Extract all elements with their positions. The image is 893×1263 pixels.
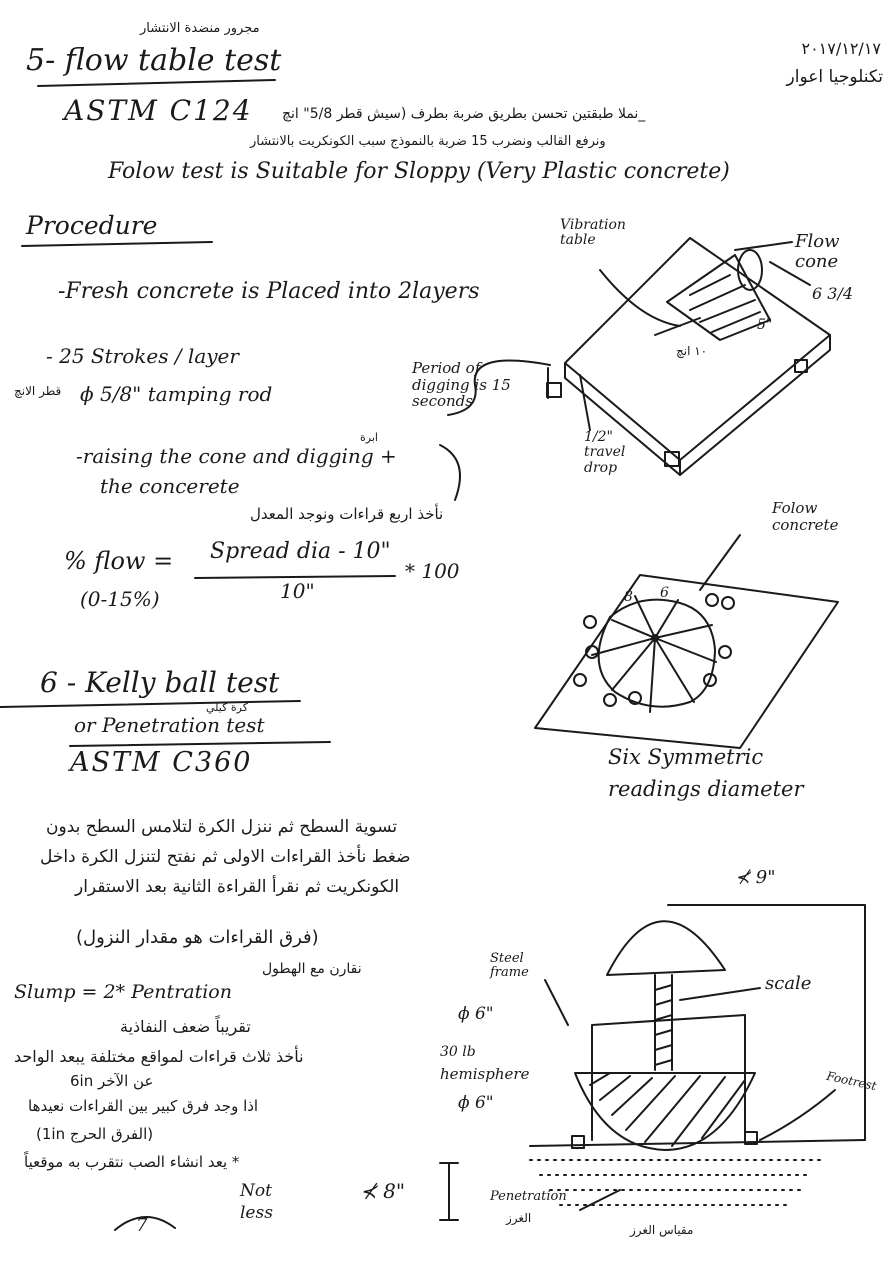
kelly-standard: ASTM C360 bbox=[70, 747, 253, 778]
kelly-arabic-approx: تقريباً ضعف النفاذية bbox=[120, 1017, 251, 1036]
formula-denominator: 10" bbox=[280, 579, 315, 603]
flow-title: 5- flow table test bbox=[26, 43, 282, 78]
header-date: ٢٠١٧/١٢/١٧ bbox=[801, 39, 881, 58]
spread-diagram bbox=[535, 575, 838, 748]
kelly-arabic-from: عن الآخر 6in bbox=[70, 1072, 154, 1090]
arabic-readings: نأخذ اربع قراءات ونوجد المعدل bbox=[250, 505, 444, 523]
angle-label: ⊀ 9" bbox=[735, 867, 776, 888]
reading-number-8: 8 bbox=[624, 589, 633, 605]
scale-label: scale bbox=[765, 973, 812, 994]
flow-title-underline bbox=[38, 80, 275, 86]
kelly-arabic-critical: (الفرق الحرج 1in) bbox=[36, 1125, 154, 1143]
kelly-arabic-difference: (فرق القراءات هو مقدار النزول) bbox=[76, 927, 319, 948]
base-dimension: ١٠ انچ bbox=[676, 344, 708, 358]
digging-period-label: Period of digging is 15 seconds bbox=[412, 359, 511, 410]
header-course: تكنلوجيا اعوار bbox=[786, 67, 883, 87]
arabic-rod-note: قطر الانچ bbox=[14, 384, 62, 398]
suitability-note: Folow test is Suitable for Sloppy (Very Plastic concrete) bbox=[108, 159, 730, 184]
not-less-label: Not less bbox=[240, 1181, 273, 1224]
kelly-arabic-note: * يعد انشاء الصب نتقرب به موقعياً bbox=[24, 1153, 240, 1171]
depth-label: ⊀ 8" bbox=[360, 1179, 406, 1203]
cone-top-dimension: 6 3/4 bbox=[812, 284, 854, 303]
procedure-heading: Procedure bbox=[26, 211, 158, 240]
arabic-digging-note: ابرة bbox=[360, 431, 378, 444]
kelly-subtitle: or Penetration test bbox=[74, 713, 265, 737]
diameter-label-1: ϕ 6" bbox=[458, 1004, 494, 1024]
kelly-arabic-line-2: ضغط نأخذ القراءات الاولى ثم نفتح لتنزل الكرة داخل bbox=[40, 847, 411, 867]
formula-multiplier: * 100 bbox=[405, 559, 460, 583]
procedure-step-2: - 25 Strokes / layer bbox=[46, 344, 239, 368]
flow-concrete-arrow bbox=[700, 535, 740, 590]
procedure-step-4: -raising the cone and digging + bbox=[76, 444, 397, 468]
reading-number-6: 6 bbox=[660, 585, 669, 601]
kelly-arabic-line-1: تسوية السطح ثم ننزل الكرة لتلامس السطح بدون bbox=[46, 817, 398, 837]
procedure-step-3: ϕ 5/8" tamping rod bbox=[80, 382, 273, 406]
flow-concrete-label: Folow concrete bbox=[772, 499, 839, 534]
kelly-arabic-line-3: الكونكريت ثم نقرأ القراءة الثانية بعد الاستقرار bbox=[75, 877, 400, 897]
formula-numerator: Spread dia - 10" bbox=[210, 539, 391, 564]
kelly-arabic-slump-ratio: نقارن مع الهطول bbox=[262, 961, 362, 977]
formula-fraction-bar bbox=[195, 576, 395, 578]
bottom-arabic-label: مقياس الغرز bbox=[630, 1223, 694, 1237]
procedure-step-1: -Fresh concrete is Placed into 2layers bbox=[58, 279, 480, 304]
arabic-note-line1: _نملا طبقتين تحسن بطريق ضربة بطرف (سيش قطر 5/8" انچ bbox=[282, 106, 646, 122]
footrest-label: Footrest bbox=[825, 1068, 878, 1094]
arabic-above-title: مجرور منضدة الانتشار bbox=[140, 21, 260, 36]
flow-standard: ASTM C124 bbox=[64, 94, 253, 127]
weight-label: 30 lb bbox=[440, 1044, 476, 1060]
procedure-underline bbox=[22, 242, 212, 246]
penetration-label: Penetration bbox=[490, 1189, 567, 1204]
cone-height-dimension: 5" bbox=[757, 317, 773, 333]
spread-caption: Six Symmetric readings diameter bbox=[608, 745, 804, 801]
penetration-arabic-label: الغرز bbox=[506, 1211, 532, 1225]
kelly-sub-underline bbox=[70, 742, 330, 746]
formula-range: (0-15%) bbox=[80, 587, 160, 611]
kelly-arabic-three-readings: نأخذ ثلاث قراءات لمواقع مختلفة يبعد الواحد bbox=[14, 1047, 304, 1066]
vibration-table-label: Vibration table bbox=[560, 217, 626, 249]
flow-cone-label: Flow cone bbox=[795, 231, 840, 272]
steel-frame-label: Steel frame bbox=[490, 951, 529, 981]
page-number: 7 bbox=[136, 1215, 148, 1236]
travel-drop-label: 1/2" travel drop bbox=[584, 429, 626, 476]
hemisphere-label: hemisphere bbox=[440, 1065, 530, 1083]
slump-equation: Slump = 2* Pentration bbox=[14, 981, 232, 1003]
procedure-step-5: the concerete bbox=[100, 474, 240, 498]
kelly-title: 6 - Kelly ball test bbox=[40, 666, 280, 699]
kelly-title-underline bbox=[0, 701, 300, 707]
kelly-arabic-above-sub: كرة كيلي bbox=[206, 701, 248, 714]
kelly-arabic-if: اذا وجد فرق كبير بين القراءات نعيدها bbox=[28, 1097, 259, 1115]
diameter-label-2: ϕ 6" bbox=[458, 1093, 494, 1113]
arabic-note-line2: ونرفع القالب ونضرب 15 ضربة بالنموذج سبب الكونكريت بالانتشار bbox=[250, 134, 606, 149]
formula-lhs: % flow = bbox=[64, 547, 174, 575]
